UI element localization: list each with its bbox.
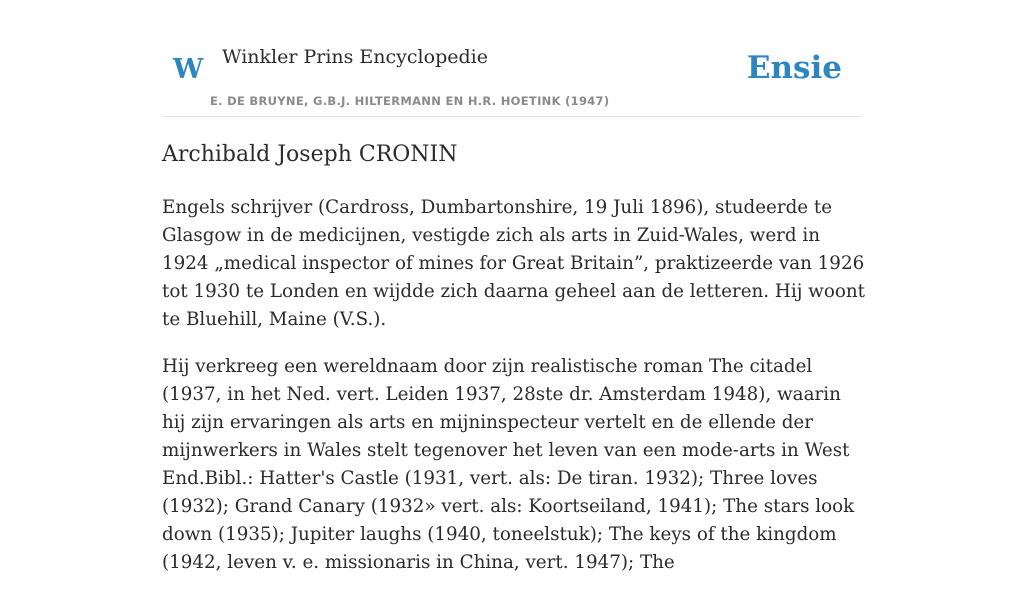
source-header [162,0,862,117]
article [162,138,867,596]
winkler-prins-logo[interactable]: W [173,54,204,85]
article-paragraph-1: Engels schrijver (Cardross, Dumbartonshire, 19 Juli 1896), studeerde te Glasgow in de medicijnen, vestigde zich als arts in Zuid-Wales, werd in 1924 „medical inspector of mines for Great Britain”, praktizeerde van 1926 tot 1930 te Londen en wijdde zich daarna geheel aan de letteren. Hij woont te Bluehill, Maine (V.S.). [162,197,865,330]
article-paragraph-2: Hij verkreeg een wereldnaam door zijn realistische roman The citadel (1937, in het Ned. vert. Leiden 1937, 28ste dr. Amsterdam 1948), waarin hij zijn ervaringen als arts en mijninspecteur vertelt en de ellende der mijnwerkers in Wales stelt tegenover het leven van een mode-arts in West End.Bibl.: Hatter's Castle (1931, vert. als: De tiran. 1932); Three loves (1932); Grand Canary (1932» vert. als: Koortseiland, 1941); The stars look down (1935); Jupiter laughs (1940, toneelstuk); The keys of the kingdom (1942, leven v. e. missionaris in China, vert. 1947); The [162,356,855,573]
ensie-logo[interactable]: Ensie [746,50,842,86]
article-title: Archibald Joseph CRONIN [162,142,458,167]
source-title[interactable]: Winkler Prins Encyclopedie [222,46,488,68]
source-authors: E. DE BRUYNE, G.B.J. HILTERMANN EN H.R. HOETINK (1947) [210,94,610,108]
